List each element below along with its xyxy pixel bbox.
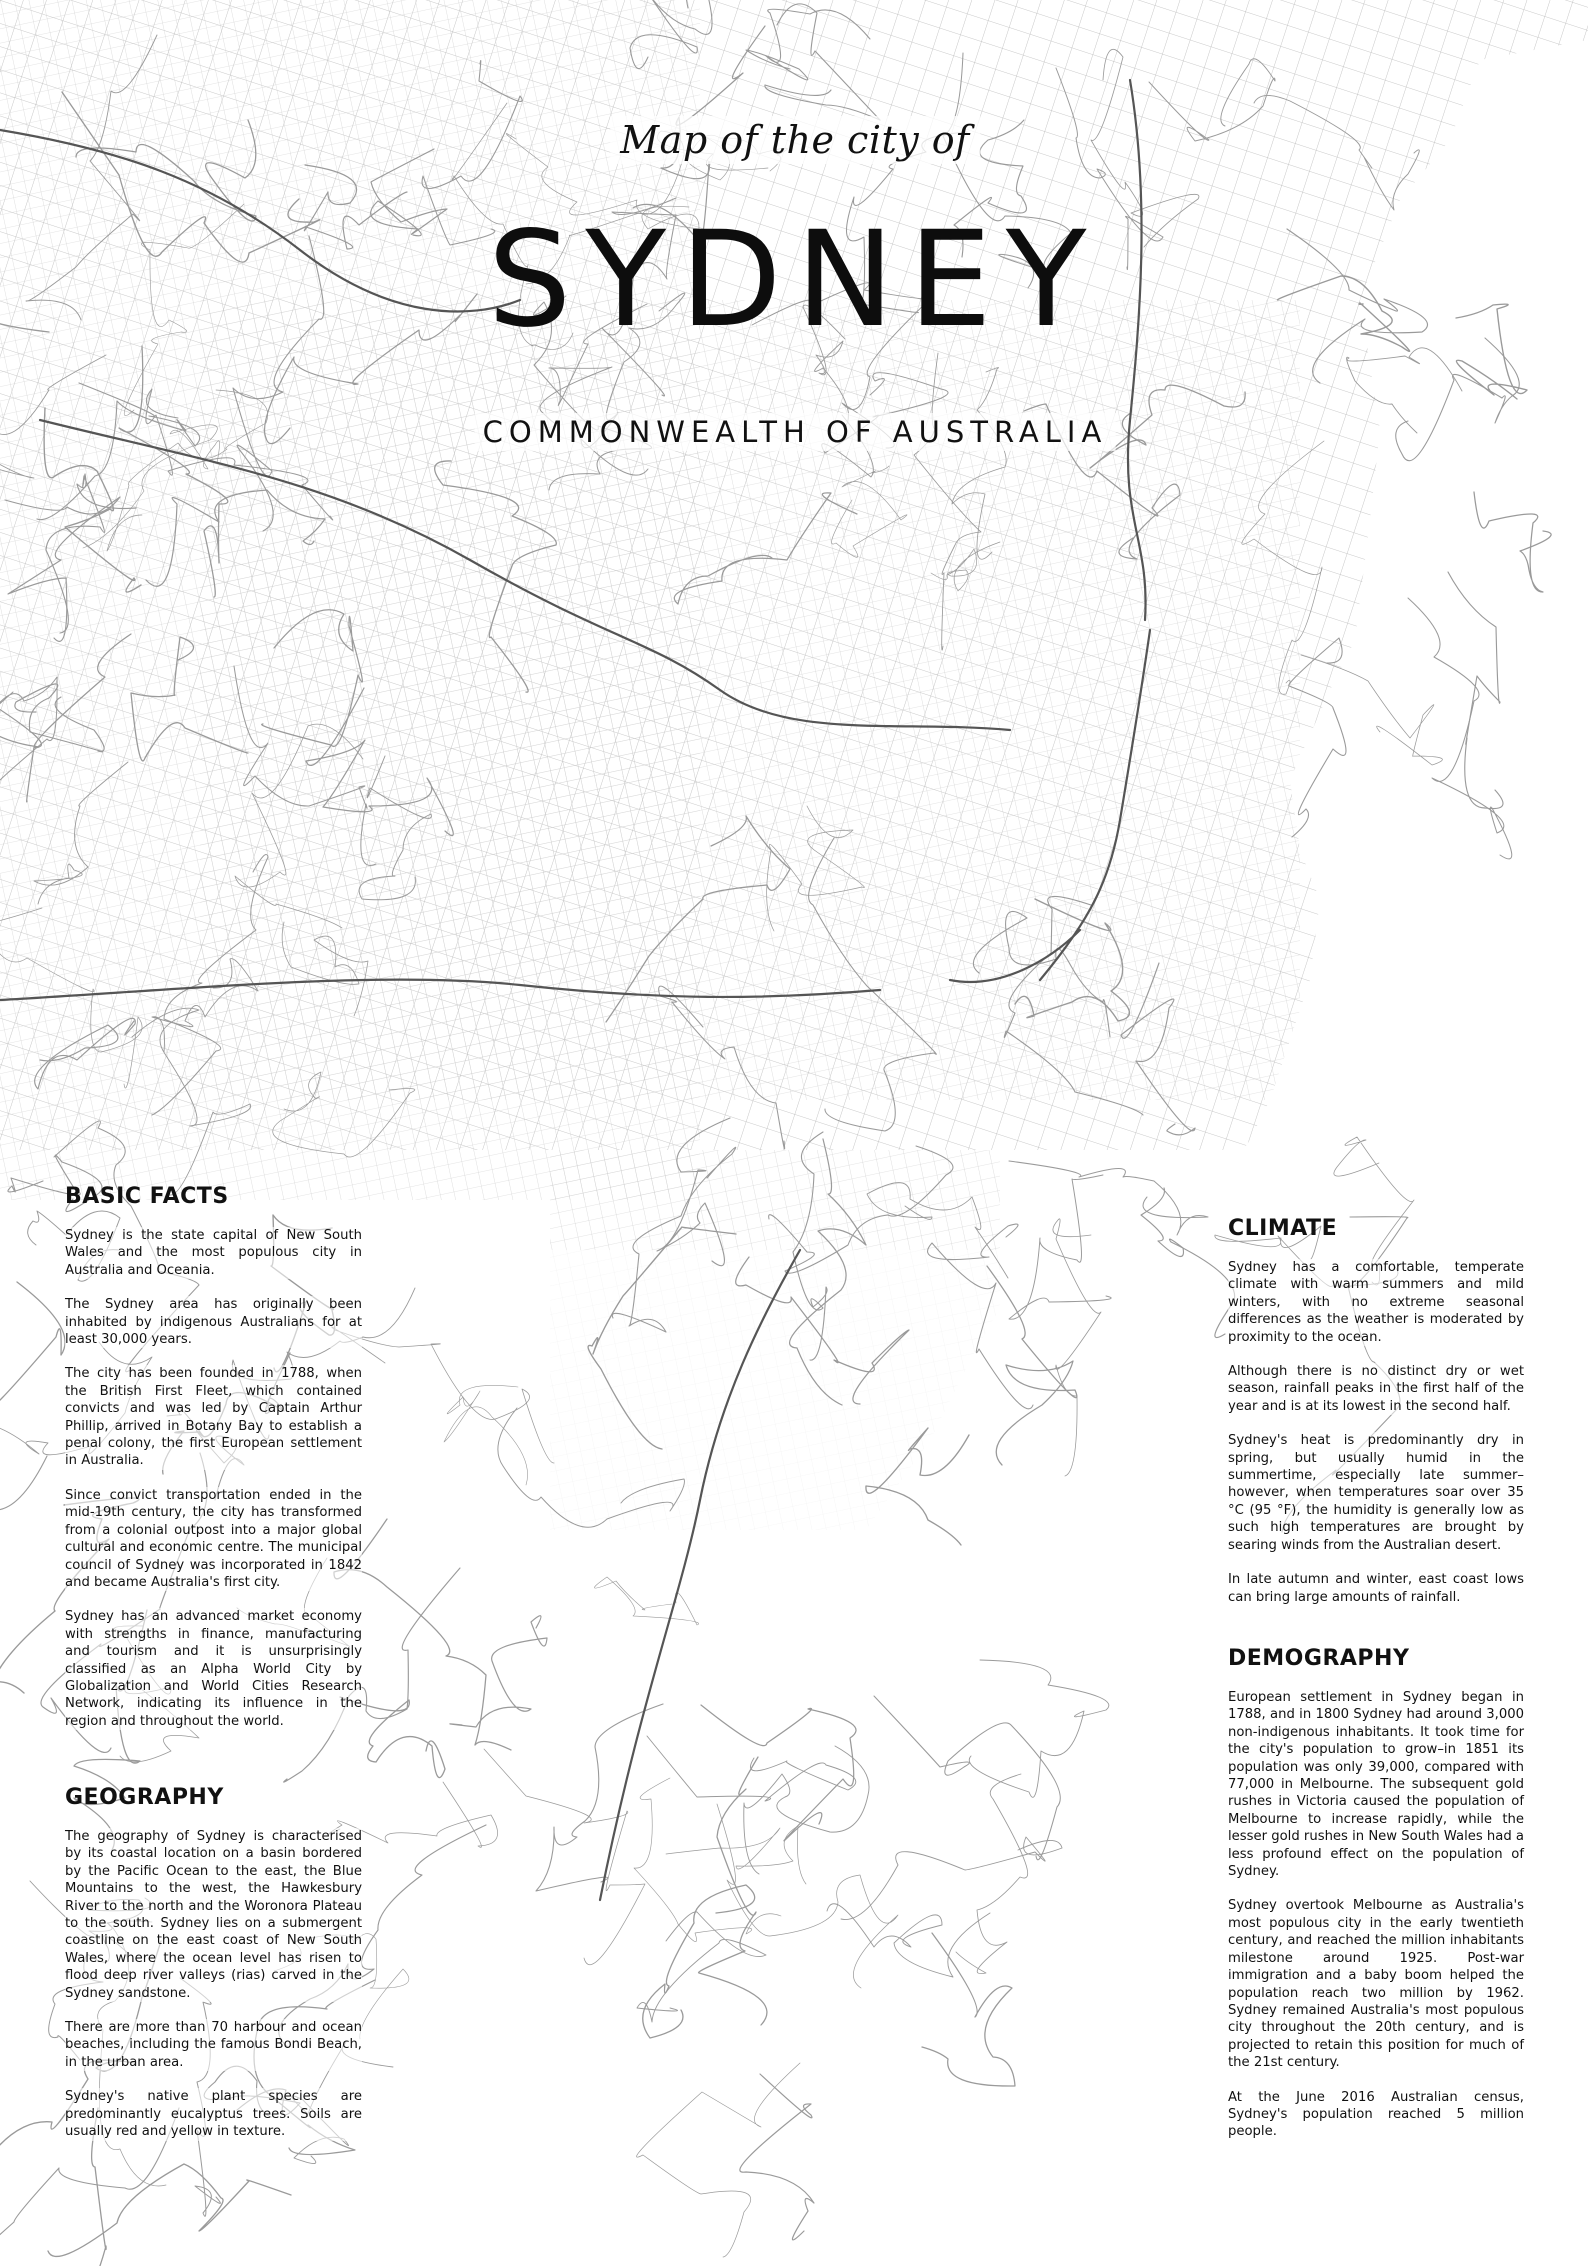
section-paragraph: Sydney's heat is predominantly dry in spring, but usually humid in the summertime, especially late summer– however, when temperatures soar over 35 °C (95 °F), the humidity is generally low as such high temperatures are brought by searing winds from the Australian desert. <box>1228 1433 1524 1553</box>
minor-road <box>1009 1175 1111 1319</box>
section-paragraph: European settlement in Sydney began in 1788, and in 1800 Sydney had around 3,000 non-indigenous inhabitants. It took time for the city's population to grow–in 1851 its population was only 39,000, compared with 77,000 in Melbourne. The subsequent gold rushes in Victoria caused the population of Melbourne to increase rapidly, while the lesser gold rushes in New South Wales had a less profound effect on the population of Sydney. <box>1228 1690 1524 1880</box>
minor-road <box>1141 1188 1235 1338</box>
section-paragraph: The city has been founded in 1788, when the British First Fleet, which contained convicts and was led by Captain Arthur Phillip, arrived in Botany Bay to establish a penal colony, the first European settlement in Australia. <box>65 1366 362 1469</box>
section-paragraph: Sydney has a comfortable, temperate climate with warm summers and mild winters, with no extreme seasonal differences as the weather is moderated by proximity to the ocean. <box>1228 1260 1524 1345</box>
minor-road <box>956 1774 1028 1974</box>
climate-section <box>1228 1216 1524 1623</box>
country-subtitle: COMMONWEALTH OF AUSTRALIA <box>475 413 1116 451</box>
demography-section <box>1228 1646 1524 2158</box>
minor-road <box>740 2074 814 2240</box>
minor-road <box>701 1705 856 1841</box>
section-paragraph: Although there is no distinct dry or wet season, rainfall peaks in the first half of the year and is at its lowest in the second half. <box>1228 1364 1524 1414</box>
section-paragraph: At the June 2016 Australian census, Sydney's population reached 5 million people. <box>1228 2089 1524 2140</box>
minor-road <box>1009 1161 1208 1235</box>
minor-road <box>643 1885 755 2038</box>
geography-section <box>65 1785 362 2158</box>
section-paragraph: Sydney's native plant species are predominantly eucalyptus trees. Soils are usually red and yellow in texture. <box>65 2089 362 2140</box>
basic-facts-section <box>65 1184 362 1747</box>
section-paragraph: The Sydney area has originally been inhabited by indigenous Australians for at least 30,000 years. <box>65 1297 362 1348</box>
section-paragraph: There are more than 70 harbour and ocean beaches, including the famous Bondi Beach, in the urban area. <box>65 2020 362 2070</box>
minor-road <box>744 1746 869 1874</box>
section-paragraph: In late autumn and winter, east coast lows can bring large amounts of rainfall. <box>1228 1572 1524 1605</box>
minor-road <box>637 2063 800 2257</box>
section-paragraph: Sydney has an advanced market economy with strengths in finance, manufacturing and tourism and it is unsurprisingly classified as an Alpha World City by Globalization and World Cities Research Network, indicating its influence in the region and throughout the world. <box>65 1609 362 1729</box>
minor-road <box>827 1904 990 1977</box>
minor-road <box>841 1837 1062 1920</box>
minor-road <box>874 1696 1060 1860</box>
section-paragraph: Sydney overtook Melbourne as Australia's most populous city in the early twentieth century, and reached the million inhabitants milestone around 1925. Post-war immigration and a baby boom helped the population reach two million by 1962. Sydney remained Australia's most populous city throughout the 20th century, and is projected to retain this position for much of the 21st century. <box>1228 1898 1524 2071</box>
city-title: SYDNEY <box>487 203 1101 357</box>
minor-road <box>637 1912 766 2022</box>
section-heading: CLIMATE <box>1228 1216 1338 1241</box>
section-heading: DEMOGRAPHY <box>1228 1646 1410 1671</box>
minor-road <box>922 1933 1015 2086</box>
minor-road <box>1474 492 1551 592</box>
minor-road <box>1396 338 1519 461</box>
minor-road <box>1448 572 1503 809</box>
section-paragraph: Sydney is the state capital of New South Wales and the most populous city in Australia and Oceania. <box>65 1228 362 1278</box>
map-pre-title: Map of the city of <box>610 116 980 164</box>
section-heading: GEOGRAPHY <box>65 1785 224 1810</box>
section-heading: BASIC FACTS <box>65 1184 229 1209</box>
section-paragraph: Since convict transportation ended in the mid-19th century, the city has transformed from a colonial outpost into a major global cultural and economic centre. The municipal council of Sydney was incorporated in 1842 and became Australia's first city. <box>65 1487 362 1590</box>
minor-road <box>666 1826 806 1884</box>
urban-block <box>0 0 700 1200</box>
section-paragraph: The geography of Sydney is characterised by its coastal location on a basin bordered by the Pacific Ocean to the east, the Blue Mountains to the west, the Hawkesbury River to the north and the Woronora Plateau to the south. Sydney lies on a submergent coastline on the east coast of New South Wales, where the ocean level has risen to flood deep river valleys (rias) carved in the Sydney sandstone. <box>65 1829 362 2001</box>
minor-road <box>1053 1219 1101 1476</box>
